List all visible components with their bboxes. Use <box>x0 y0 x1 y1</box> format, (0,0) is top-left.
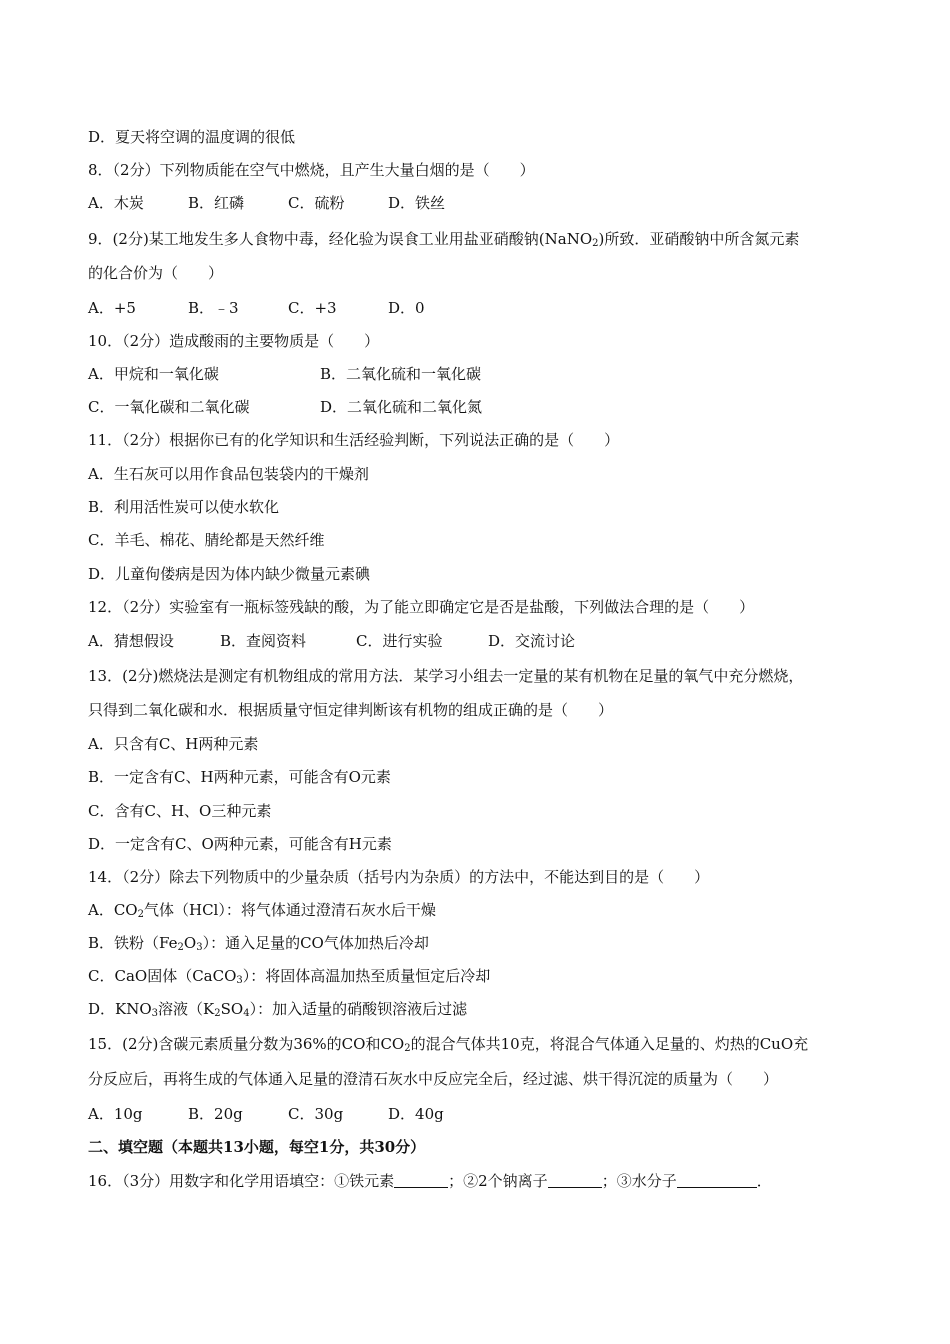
q9-options <box>88 298 425 318</box>
q15-stem-line1: 15．(2分)含碳元素质量分数为36%的CO和$CO_2$的混合气体共10克，将混合气体通入足量的、灼热的CuO充 <box>88 1035 809 1054</box>
q10-options-row2 <box>88 397 482 417</box>
q11-option-b: B．利用活性炭可以使水软化 <box>88 498 280 516</box>
q14-option-c: C．CaO固体（CaCO$_3$）：将固体高温加热至质量恒定后冷却 <box>88 967 491 986</box>
q10-option-a: A．甲烷和一氧化碳 <box>88 365 219 383</box>
q11-option-a: A．生石灰可以用作食品包装袋内的干燥剂 <box>88 465 369 483</box>
q15-option-d: D．40g <box>388 1105 444 1123</box>
q14-option-a: A．$CO_2$气体（HCl）：将气体通过澄清石灰水后干燥 <box>88 901 436 920</box>
q13-stem-line2: 只得到二氧化碳和水．根据质量守恒定律判断该有机物的组成正确的是（ ） <box>88 701 614 719</box>
q9-option-a: A．+5 <box>88 299 136 317</box>
q12-options <box>88 631 575 651</box>
q11-stem: 11．（2分）根据你已有的化学知识和生活经验判断，下列说法正确的是（ ） <box>88 431 620 449</box>
q15-option-a: A．10g <box>88 1105 143 1123</box>
q14-stem: 14．（2分）除去下列物质中的少量杂质（括号内为杂质）的方法中，不能达到目的是（ ） <box>88 868 710 886</box>
q9-option-d: D．0 <box>388 299 425 317</box>
q16-stem: 16．（3分）用数字和化学用语填空：①铁元素 ；②2个钠离子 ；③水分子 ． <box>88 1172 772 1190</box>
q8-option-a: A．木炭 <box>88 194 144 212</box>
q11-option-d: D．儿童佝偻病是因为体内缺少微量元素碘 <box>88 565 371 583</box>
q9-stem-line1: 9．(2分)某工地发生多人食物中毒，经化验为误食工业用盐亚硝酸钠(NaNO$_2$)所致．亚硝酸钠中所含氮元素 <box>88 230 800 249</box>
q16-blank-3[interactable] <box>677 1173 757 1188</box>
section-2-heading: 二、填空题（本题共13小题，每空1分，共30分） <box>88 1138 426 1156</box>
q8-option-b: B．红磷 <box>188 194 245 212</box>
q9-stem-line2: 的化合价为（ ） <box>88 264 224 282</box>
q13-stem-line1: 13．(2分)燃烧法是测定有机物组成的常用方法．某学习小组去一定量的某有机物在足量的氧气中充分燃烧， <box>88 667 804 685</box>
q8-options <box>88 193 445 213</box>
q8-option-d: D．铁丝 <box>388 194 446 212</box>
q14-option-d: D．$KNO_3$溶液$(K_2SO_4)$：加入适量的硝酸钡溶液后过滤 <box>88 1000 468 1019</box>
q13-option-c: C．含有C、H、O三种元素 <box>88 802 272 820</box>
q10-options-row1 <box>88 364 481 384</box>
q10-option-b: B．二氧化硫和一氧化碳 <box>320 365 482 383</box>
q10-stem: 10．（2分）造成酸雨的主要物质是（ ） <box>88 332 380 350</box>
q15-option-b: B．20g <box>188 1105 243 1123</box>
q13-option-a: A．只含有C、H两种元素 <box>88 735 259 753</box>
q16-blank-1[interactable] <box>394 1173 448 1188</box>
q10-option-c: C．一氧化碳和二氧化碳 <box>88 398 250 416</box>
q15-option-c: C．30g <box>288 1105 344 1123</box>
q7-option-d: D．夏天将空调的温度调的很低 <box>88 128 296 146</box>
q14-option-b: B．铁粉$(Fe_2O_3)$：通入足量的CO气体加热后冷却 <box>88 934 429 953</box>
q16-blank-2[interactable] <box>548 1173 602 1188</box>
q8-option-c: C．硫粉 <box>288 194 345 212</box>
q12-stem: 12．（2分）实验室有一瓶标签残缺的酸，为了能立即确定它是否是盐酸，下列做法合理的是（ ） <box>88 598 755 616</box>
q12-option-b: B．查阅资料 <box>220 632 307 650</box>
q9-option-b: B．﹣3 <box>188 299 239 317</box>
q15-stem-line2: 分反应后，再将生成的气体通入足量的澄清石灰水中反应完全后，经过滤、烘干得沉淀的质量为（ ） <box>88 1070 779 1088</box>
q12-option-c: C．进行实验 <box>356 632 443 650</box>
q15-options <box>88 1104 444 1124</box>
q13-option-d: D．一定含有C、O两种元素，可能含有H元素 <box>88 835 392 853</box>
q8-stem: 8．（2分）下列物质能在空气中燃烧，且产生大量白烟的是（ ） <box>88 161 535 179</box>
q9-option-c: C．+3 <box>288 299 337 317</box>
q10-option-d: D．二氧化硫和二氧化氮 <box>320 398 483 416</box>
q12-option-a: A．猜想假设 <box>88 632 174 650</box>
q11-option-c: C．羊毛、棉花、腈纶都是天然纤维 <box>88 531 325 549</box>
q13-option-b: B．一定含有C、H两种元素，可能含有O元素 <box>88 768 391 786</box>
q12-option-d: D．交流讨论 <box>488 632 576 650</box>
